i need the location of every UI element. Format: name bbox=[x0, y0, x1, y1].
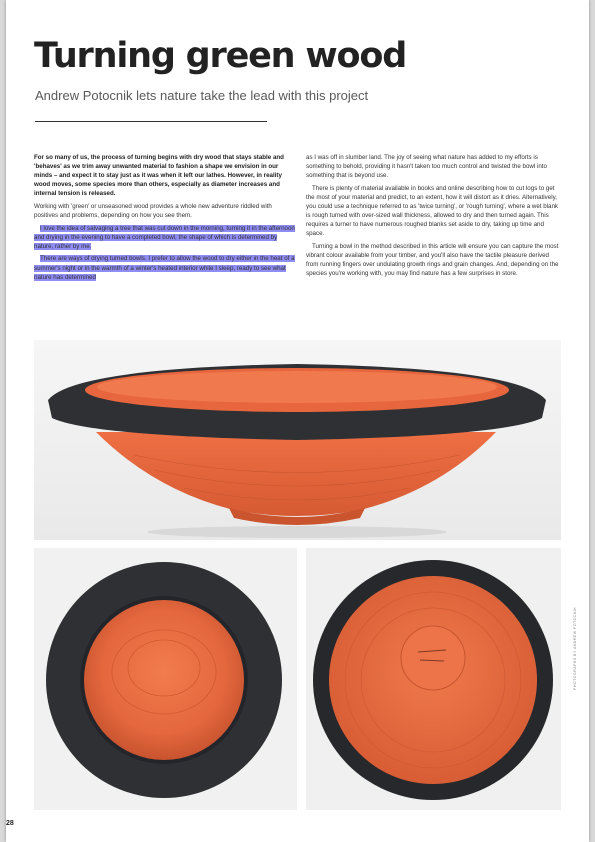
page-number: 28 bbox=[6, 820, 14, 827]
body-paragraph: Working with 'green' or unseasoned wood provides a whole new adventure riddled with positives and problems, depending on how you see them. bbox=[34, 202, 272, 220]
title-divider bbox=[35, 121, 267, 122]
body-paragraph: Turning a bowl in the method described in this article will ensure you can capture the most vibrant colour available from your timber, and you'll also have the tactile pleasure derived from running fingers over undulating growth rings and grain changes. And, depending on the species you're working with, you may find nature has a few surprises in store. bbox=[306, 242, 559, 278]
text-column-left bbox=[34, 153, 296, 285]
body-paragraph: There is plenty of material available in books and online describing how to cut logs to get the most of your material and predict, to an extent, how it will distort as it dries. Alternatively, you could use a technique referred to as 'twice turning', or 'rough turning', where a wet blank is rough turned with over-sized wall thickness, allowed to dry and then turned again. This requires a turner to have numerous roughed blanks set aside to dry, taking up time and space. bbox=[306, 184, 559, 238]
bowl-top-photo bbox=[34, 548, 297, 810]
bowl-underside-illustration bbox=[306, 548, 561, 810]
bowl-side-photo bbox=[34, 340, 561, 540]
text-highlight[interactable]: There are ways of drying turned bowls. I prefer to allow the wood to dry either in the heat of a summer's night or in the warmth of a winter's heated interior while I sleep, ready to see what nature has determined bbox=[34, 255, 295, 281]
article-title: Turning green wood bbox=[34, 36, 407, 76]
text-column-right bbox=[306, 153, 561, 282]
body-paragraph: as I was off in slumber land. The joy of seeing what nature has added to my efforts is something to behold, providing it hasn't taken too much control and twisted the bowl into something that is beyond use. bbox=[306, 154, 547, 180]
intro-paragraph: For so many of us, the process of turning begins with dry wood that stays stable and 'behaves' as we trim away unwanted material to fashion a shape we envision in our minds – and expect it to stay just as it was when it left our lathes. However, in reality wood moves, some species more than others, especially as diameter increases and internal tension is released. bbox=[34, 154, 284, 198]
text-highlight[interactable]: I love the idea of salvaging a tree that was cut down in the morning, turning it in the afternoon and drying in the evening to have a completed bowl, the shape of which is determined by nature, rather by me. bbox=[34, 224, 295, 250]
bowl-side-illustration bbox=[34, 340, 561, 540]
bowl-top-illustration bbox=[34, 548, 297, 810]
magazine-page bbox=[6, 0, 589, 842]
photo-credit: PHOTOGRAPHS BY ANDREW POTOCNIK bbox=[573, 606, 577, 690]
bowl-underside-photo bbox=[306, 548, 561, 810]
highlighted-paragraph[interactable] bbox=[34, 224, 296, 251]
article-standfirst: Andrew Potocnik lets nature take the lead with this project bbox=[35, 88, 369, 103]
partially-highlighted-paragraph[interactable] bbox=[34, 254, 296, 281]
